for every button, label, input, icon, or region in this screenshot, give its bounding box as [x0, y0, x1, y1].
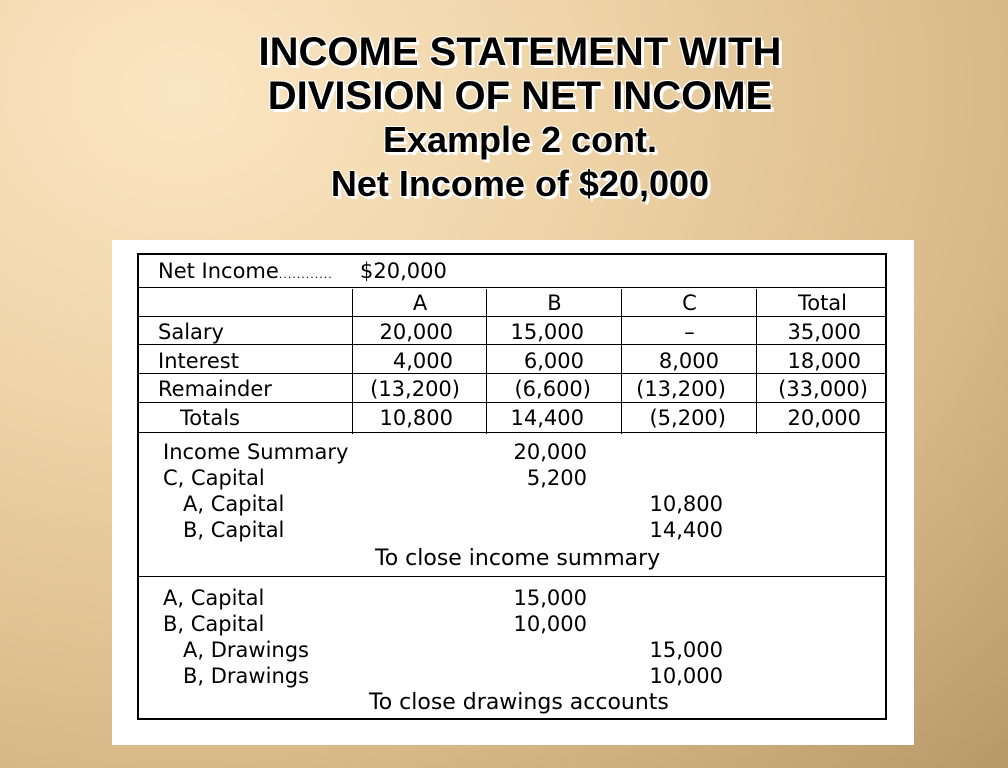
income-table [137, 253, 887, 720]
rule [139, 402, 885, 403]
cell: (33,000) [778, 377, 868, 401]
cell: 15,000 [510, 320, 584, 344]
cell: 8,000 [658, 349, 719, 373]
journal-debit: 10,000 [513, 612, 587, 636]
cell: 35,000 [787, 320, 861, 344]
journal-account: B, Capital [163, 612, 265, 636]
cell: (13,200) [370, 377, 460, 401]
cell: (5,200) [649, 406, 726, 430]
rule [139, 287, 885, 288]
net-income-label: Net Income............ [158, 259, 333, 283]
title-line-1: INCOME STATEMENT WITH [258, 30, 782, 74]
journal-credit: 14,400 [649, 518, 723, 542]
row-label-interest: Interest [158, 349, 239, 373]
journal-debit: 5,200 [526, 466, 587, 490]
journal-description: To close drawings accounts [369, 690, 669, 715]
journal-account: A, Drawings [183, 638, 309, 662]
journal-debit: 20,000 [513, 440, 587, 464]
column-divider [486, 289, 487, 434]
column-divider [756, 289, 757, 434]
title-line-2: DIVISION OF NET INCOME [267, 74, 773, 118]
journal-account: B, Drawings [183, 664, 310, 688]
journal-credit: 10,800 [649, 492, 723, 516]
net-income-value: $20,000 [360, 259, 447, 283]
cell: 18,000 [787, 349, 861, 373]
row-label-remainder: Remainder [158, 377, 272, 401]
slide-title [20, 30, 1008, 206]
journal-account: A, Capital [163, 586, 265, 610]
journal-debit: 15,000 [513, 586, 587, 610]
journal-credit: 10,000 [649, 664, 723, 688]
journal-account: A, Capital [183, 492, 285, 516]
cell: 10,800 [379, 406, 453, 430]
cell: 20,000 [379, 320, 453, 344]
column-divider [352, 289, 353, 434]
cell: 6,000 [523, 349, 584, 373]
column-header-b: B [547, 291, 562, 315]
column-divider [621, 289, 622, 434]
row-label-salary: Salary [158, 320, 224, 344]
journal-credit: 15,000 [649, 638, 723, 662]
rule [139, 432, 885, 433]
cell: – [684, 320, 695, 344]
journal-account: Income Summary [163, 440, 349, 464]
cell: (6,600) [514, 377, 591, 401]
column-header-total: Total [797, 291, 848, 315]
cell: 14,400 [510, 406, 584, 430]
cell: 4,000 [392, 349, 453, 373]
row-label-totals: Totals [180, 406, 240, 430]
title-line-3: Example 2 cont. [382, 119, 658, 160]
title-line-4: Net Income of $20,000 [330, 163, 710, 204]
journal-description: To close income summary [375, 546, 661, 571]
cell: (13,200) [636, 377, 726, 401]
journal-account: C, Capital [163, 466, 265, 490]
column-header-c: C [682, 291, 697, 315]
rule [139, 373, 885, 374]
journal-account: B, Capital [183, 518, 285, 542]
rule [139, 316, 885, 317]
content-panel [112, 240, 914, 745]
rule [139, 344, 885, 345]
cell: 20,000 [787, 406, 861, 430]
rule [139, 576, 885, 577]
column-header-a: A [412, 291, 428, 315]
